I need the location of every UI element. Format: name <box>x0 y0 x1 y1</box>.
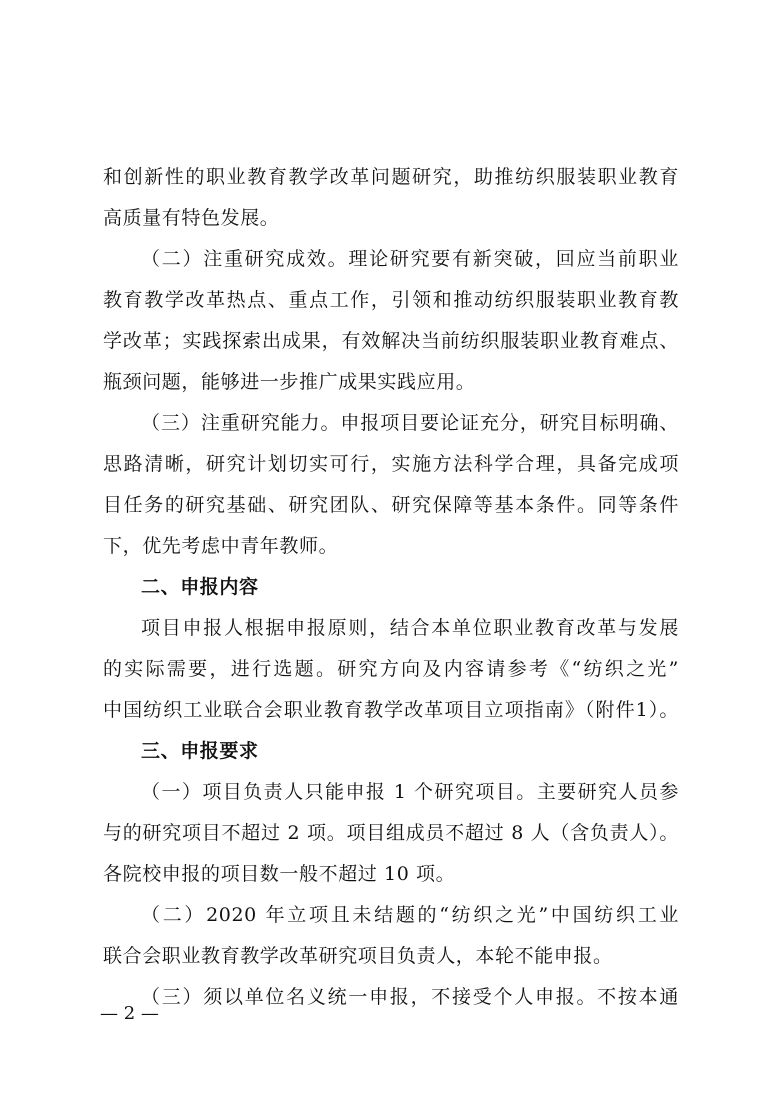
paragraph-line: （三）须以单位名义统一申报，不接受个人申报。不按本通 <box>141 986 679 1008</box>
paragraph-line: （三）注重研究能力。申报项目要论证充分，研究目标明确、 <box>141 412 679 434</box>
paragraph-line: （一）项目负责人只能申报 1 个研究项目。主要研究人员参 <box>141 781 679 803</box>
paragraph-line: （二）2020 年立项且未结题的“纺织之光”中国纺织工业 <box>141 904 679 926</box>
body-line: 与的研究项目不超过 2 项。项目组成员不超过 8 人（含负责人）。 <box>103 822 679 844</box>
page-number: — 2 — <box>100 1003 159 1024</box>
section-heading: 二、申报内容 <box>141 576 259 598</box>
body-line: 高质量有特色发展。 <box>103 207 280 229</box>
body-line: 联合会职业教育教学改革研究项目负责人，本轮不能申报。 <box>103 945 613 967</box>
paragraph-line: 项目申报人根据申报原则，结合本单位职业教育改革与发展 <box>141 617 679 639</box>
body-line: 瓶颈问题，能够进一步推广成果实践应用。 <box>103 371 476 393</box>
body-line: 各院校申报的项目数一般不超过 10 项。 <box>103 863 456 885</box>
body-line: 的实际需要，进行选题。研究方向及内容请参考《“纺织之光” <box>103 658 679 680</box>
body-line: 中国纺织工业联合会职业教育教学改革项目立项指南》（附件1）。 <box>103 699 679 721</box>
body-line: 目任务的研究基础、研究团队、研究保障等基本条件。同等条件 <box>103 494 679 516</box>
body-line: 思路清晰，研究计划切实可行，实施方法科学合理，具备完成项 <box>103 453 679 475</box>
body-line: 下，优先考虑中青年教师。 <box>103 535 339 557</box>
section-heading: 三、申报要求 <box>141 740 259 762</box>
body-line: 和创新性的职业教育教学改革问题研究，助推纺织服装职业教育 <box>103 166 679 188</box>
paragraph-line: （二）注重研究成效。理论研究要有新突破，回应当前职业 <box>141 248 679 270</box>
body-line: 学改革；实践探索出成果，有效解决当前纺织服装职业教育难点、 <box>103 330 679 352</box>
body-line: 教育教学改革热点、重点工作，引领和推动纺织服装职业教育教 <box>103 289 679 311</box>
